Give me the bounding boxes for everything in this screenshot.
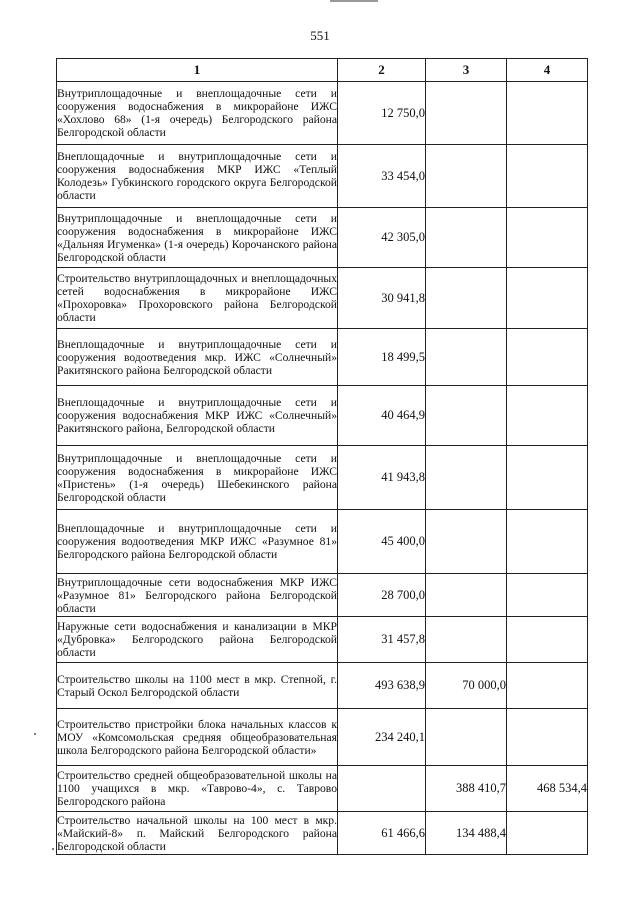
row-description: Внеплощадочные и внутриплощадочные сети и сооружения водоснабжения МКР ИЖС «Теплый Колодезь» Губкинского городского округа Белгородской области [57,145,338,208]
scan-speck [52,848,54,850]
scan-mark [330,0,378,2]
table-row [57,617,588,663]
table-row [57,709,588,766]
row-description: Внутриплощадочные сети водоснабжения МКР ИЖС «Разумное 81» Белгородского района Белгородской области [57,575,337,615]
row-value-col2: 493 638,9 [338,663,426,709]
column-header-2: 2 [338,59,426,82]
table-row [57,812,588,855]
table-header-row [57,59,588,82]
row-value-col3 [426,145,507,208]
row-value-col2: 40 464,9 [338,386,426,446]
row-description: Строительство средней общеобразовательной школы на 1100 учащихся в мкр. «Таврово-4», с. Таврово Белгородского района [57,766,338,812]
table-row [57,766,588,812]
row-value-col2: 234 240,1 [338,709,426,766]
row-description: Внутриплощадочные и внеплощадочные сети и сооружения водоснабжения в микрорайоне ИЖС «Дальняя Игуменка» (1-я очередь) Корочанского района Белгородской области [57,208,338,268]
row-description: Наружные сети водоснабжения и канализации в МКР «Дубровка» Белгородского района Белгородской области [57,617,338,663]
row-value-col4 [507,82,588,145]
table-row [57,208,588,268]
row-value-col3: 388 410,7 [426,766,507,812]
row-value-col3 [426,208,507,268]
table-row [57,145,588,208]
row-description: Строительство пристройки блока начальных классов к МОУ «Комсомольская средняя общеобразовательная школа Белгородского района Белгородской области» [57,709,338,766]
row-value-col4 [507,386,588,446]
row-value-col2: 30 941,8 [338,268,426,329]
row-value-col4 [507,510,588,574]
row-value-col2: 61 466,6 [338,812,426,855]
column-header-3: 3 [426,59,507,82]
row-value-col3: 70 000,0 [426,663,507,709]
row-value-col3 [426,709,507,766]
row-value-col3 [426,268,507,329]
row-description: Внутриплощадочные и внеплощадочные сети и сооружения водоснабжения в микрорайоне ИЖС «Пристень» (1-я очередь) Шебекинского района Белгородской области [57,446,338,510]
row-value-col4 [507,268,588,329]
table-row [57,446,588,510]
row-value-col3 [426,386,507,446]
table-row [57,268,588,329]
row-value-col4 [507,663,588,709]
row-value-col3 [426,574,507,617]
row-value-col2: 28 700,0 [338,574,426,617]
row-value-col2: 42 305,0 [338,208,426,268]
table-row [57,329,588,386]
page-number: 551 [310,28,330,43]
row-value-col3 [426,617,507,663]
row-description: Внеплощадочные и внутриплощадочные сети и сооружения водоснабжения МКР ИЖС «Солнечный» Ракитянского района, Белгородской области [57,386,338,446]
row-value-col2 [338,766,426,812]
row-value-col4 [507,574,588,617]
row-value-col3 [426,510,507,574]
row-value-col2: 18 499,5 [338,329,426,386]
row-value-col2: 33 454,0 [338,145,426,208]
row-value-col2: 12 750,0 [338,82,426,145]
row-value-col3 [426,329,507,386]
row-value-col3 [426,82,507,145]
table-row [57,574,588,617]
row-description: Строительство начальной школы на 100 мест в мкр. «Майский-8» п. Майский Белгородского района Белгородской области [57,813,337,853]
row-description: Внеплощадочные и внутриплощадочные сети и сооружения водоотведения мкр. ИЖС «Солнечный» Ракитянского района Белгородской области [57,329,338,386]
row-value-col3: 134 488,4 [426,812,507,855]
row-value-col4 [507,812,588,855]
row-value-col2: 31 457,8 [338,617,426,663]
row-value-col4: 468 534,4 [507,766,588,812]
scan-speck [34,733,36,735]
table-row [57,386,588,446]
column-header-4: 4 [507,59,588,82]
table-row [57,663,588,709]
row-description: Внеплощадочные и внутриплощадочные сети и сооружения водоотведения МКР ИЖС «Разумное 81» Белгородского района Белгородской области [57,510,338,574]
budget-table [56,58,588,855]
row-value-col2: 41 943,8 [338,446,426,510]
table-row [57,510,588,574]
column-header-1: 1 [57,59,338,82]
table-row [57,82,588,145]
row-value-col3 [426,446,507,510]
row-description: Внутриплощадочные и внеплощадочные сети и сооружения водоснабжения в микрорайоне ИЖС «Хохлово 68» (1-я очередь) Белгородского района Белгородской области [57,82,338,145]
row-value-col4 [507,329,588,386]
row-value-col4 [507,208,588,268]
row-value-col4 [507,145,588,208]
row-value-col4 [507,446,588,510]
row-description: Строительство внутриплощадочных и внеплощадочных сетей водоснабжения в микрорайоне ИЖС «Прохоровка» Прохоровского района Белгородской области [57,268,338,329]
row-value-col4 [507,617,588,663]
row-value-col2: 45 400,0 [338,510,426,574]
row-value-col4 [507,709,588,766]
row-description: Строительство школы на 1100 мест в мкр. Степной, г. Старый Оскол Белгородской области [57,663,338,709]
